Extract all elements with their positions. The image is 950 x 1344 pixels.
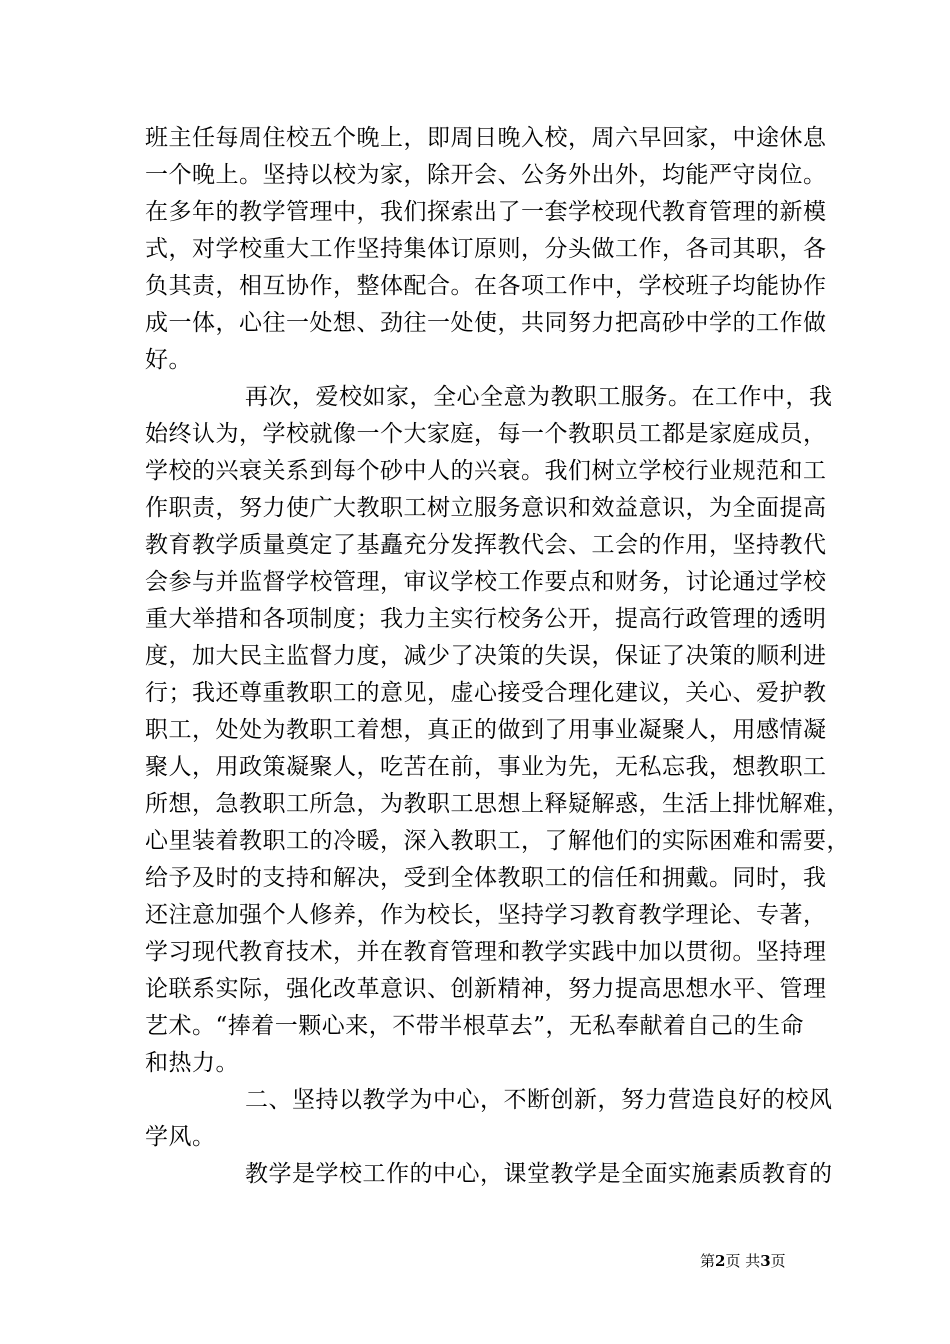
- text-line: 度，加大民主监督力度，减少了决策的失误，保证了决策的顺利进: [145, 643, 827, 669]
- text-line: 成一体，心往一处想、劲往一处使，共同努力把高砂中学的工作做: [145, 310, 827, 336]
- text-line: 聚人，用政策凝聚人，吃苦在前，事业为先，无私忘我，想教职工: [145, 754, 827, 780]
- page-footer: [700, 1252, 786, 1270]
- total-pages-number: 3: [760, 1252, 771, 1270]
- text-line: 和热力。: [145, 1050, 239, 1076]
- footer-suffix: 页: [770, 1252, 786, 1270]
- footer-prefix: 第: [700, 1252, 716, 1270]
- text-line: 在多年的教学管理中，我们探索出了一套学校现代教育管理的新模: [145, 199, 827, 225]
- text-line: 负其责，相互协作，整体配合。在各项工作中，学校班子均能协作: [145, 273, 827, 299]
- text-line: 职工，处处为教职工着想，真正的做到了用事业凝聚人，用感情凝: [145, 717, 827, 743]
- text-line: 一个晚上。坚持以校为家，除开会、公务外出外，均能严守岗位。: [145, 162, 827, 188]
- text-line: 作职责，努力使广大教职工树立服务意识和效益意识，为全面提高: [145, 495, 827, 521]
- text-line: 好。: [145, 347, 192, 373]
- footer-middle: 页 共: [725, 1252, 761, 1270]
- text-line: 式，对学校重大工作坚持集体订原则，分头做工作，各司其职，各: [145, 236, 827, 262]
- text-line: 重大举措和各项制度；我力主实行校务公开，提高行政管理的透明: [145, 606, 827, 632]
- paragraph-start-line: 再次，爱校如家，全心全意为教职工服务。在工作中，我: [245, 384, 833, 410]
- paragraph-start-line: 教学是学校工作的中心，课堂教学是全面实施素质教育的: [245, 1161, 833, 1187]
- text-line: 学校的兴衰关系到每个砂中人的兴衰。我们树立学校行业规范和工: [145, 458, 827, 484]
- text-line: 心里装着教职工的冷暖，深入教职工，了解他们的实际困难和需要，: [145, 828, 850, 854]
- section-heading-line: 二、坚持以教学为中心，不断创新，努力营造良好的校风: [245, 1087, 833, 1113]
- text-line: 论联系实际，强化改革意识、创新精神，努力提高思想水平、管理: [145, 976, 827, 1002]
- current-page-number: 2: [715, 1252, 726, 1270]
- text-line: 始终认为，学校就像一个大家庭，每一个教职员工都是家庭成员，: [145, 421, 827, 447]
- text-line: 教育教学质量奠定了基矗充分发挥教代会、工会的作用，坚持教代: [145, 532, 827, 558]
- section-heading-line: 学风。: [145, 1124, 216, 1150]
- text-line: 会参与并监督学校管理，审议学校工作要点和财务，讨论通过学校: [145, 569, 827, 595]
- text-line: 所想，急教职工所急，为教职工思想上释疑解惑，生活上排忧解难，: [145, 791, 850, 817]
- text-line: 给予及时的支持和解决，受到全体教职工的信任和拥戴。同时，我: [145, 865, 827, 891]
- text-line: 还注意加强个人修养，作为校长，坚持学习教育教学理论、专著，: [145, 902, 827, 928]
- text-line: 艺术。“捧着一颗心来，不带半根草去”，无私奉献着自己的生命: [145, 1013, 805, 1039]
- text-line: 学习现代教育技术，并在教育管理和教学实践中加以贯彻。坚持理: [145, 939, 827, 965]
- text-line: 班主任每周住校五个晚上，即周日晚入校，周六早回家，中途休息: [145, 125, 827, 151]
- text-line: 行；我还尊重教职工的意见，虚心接受合理化建议，关心、爱护教: [145, 680, 827, 706]
